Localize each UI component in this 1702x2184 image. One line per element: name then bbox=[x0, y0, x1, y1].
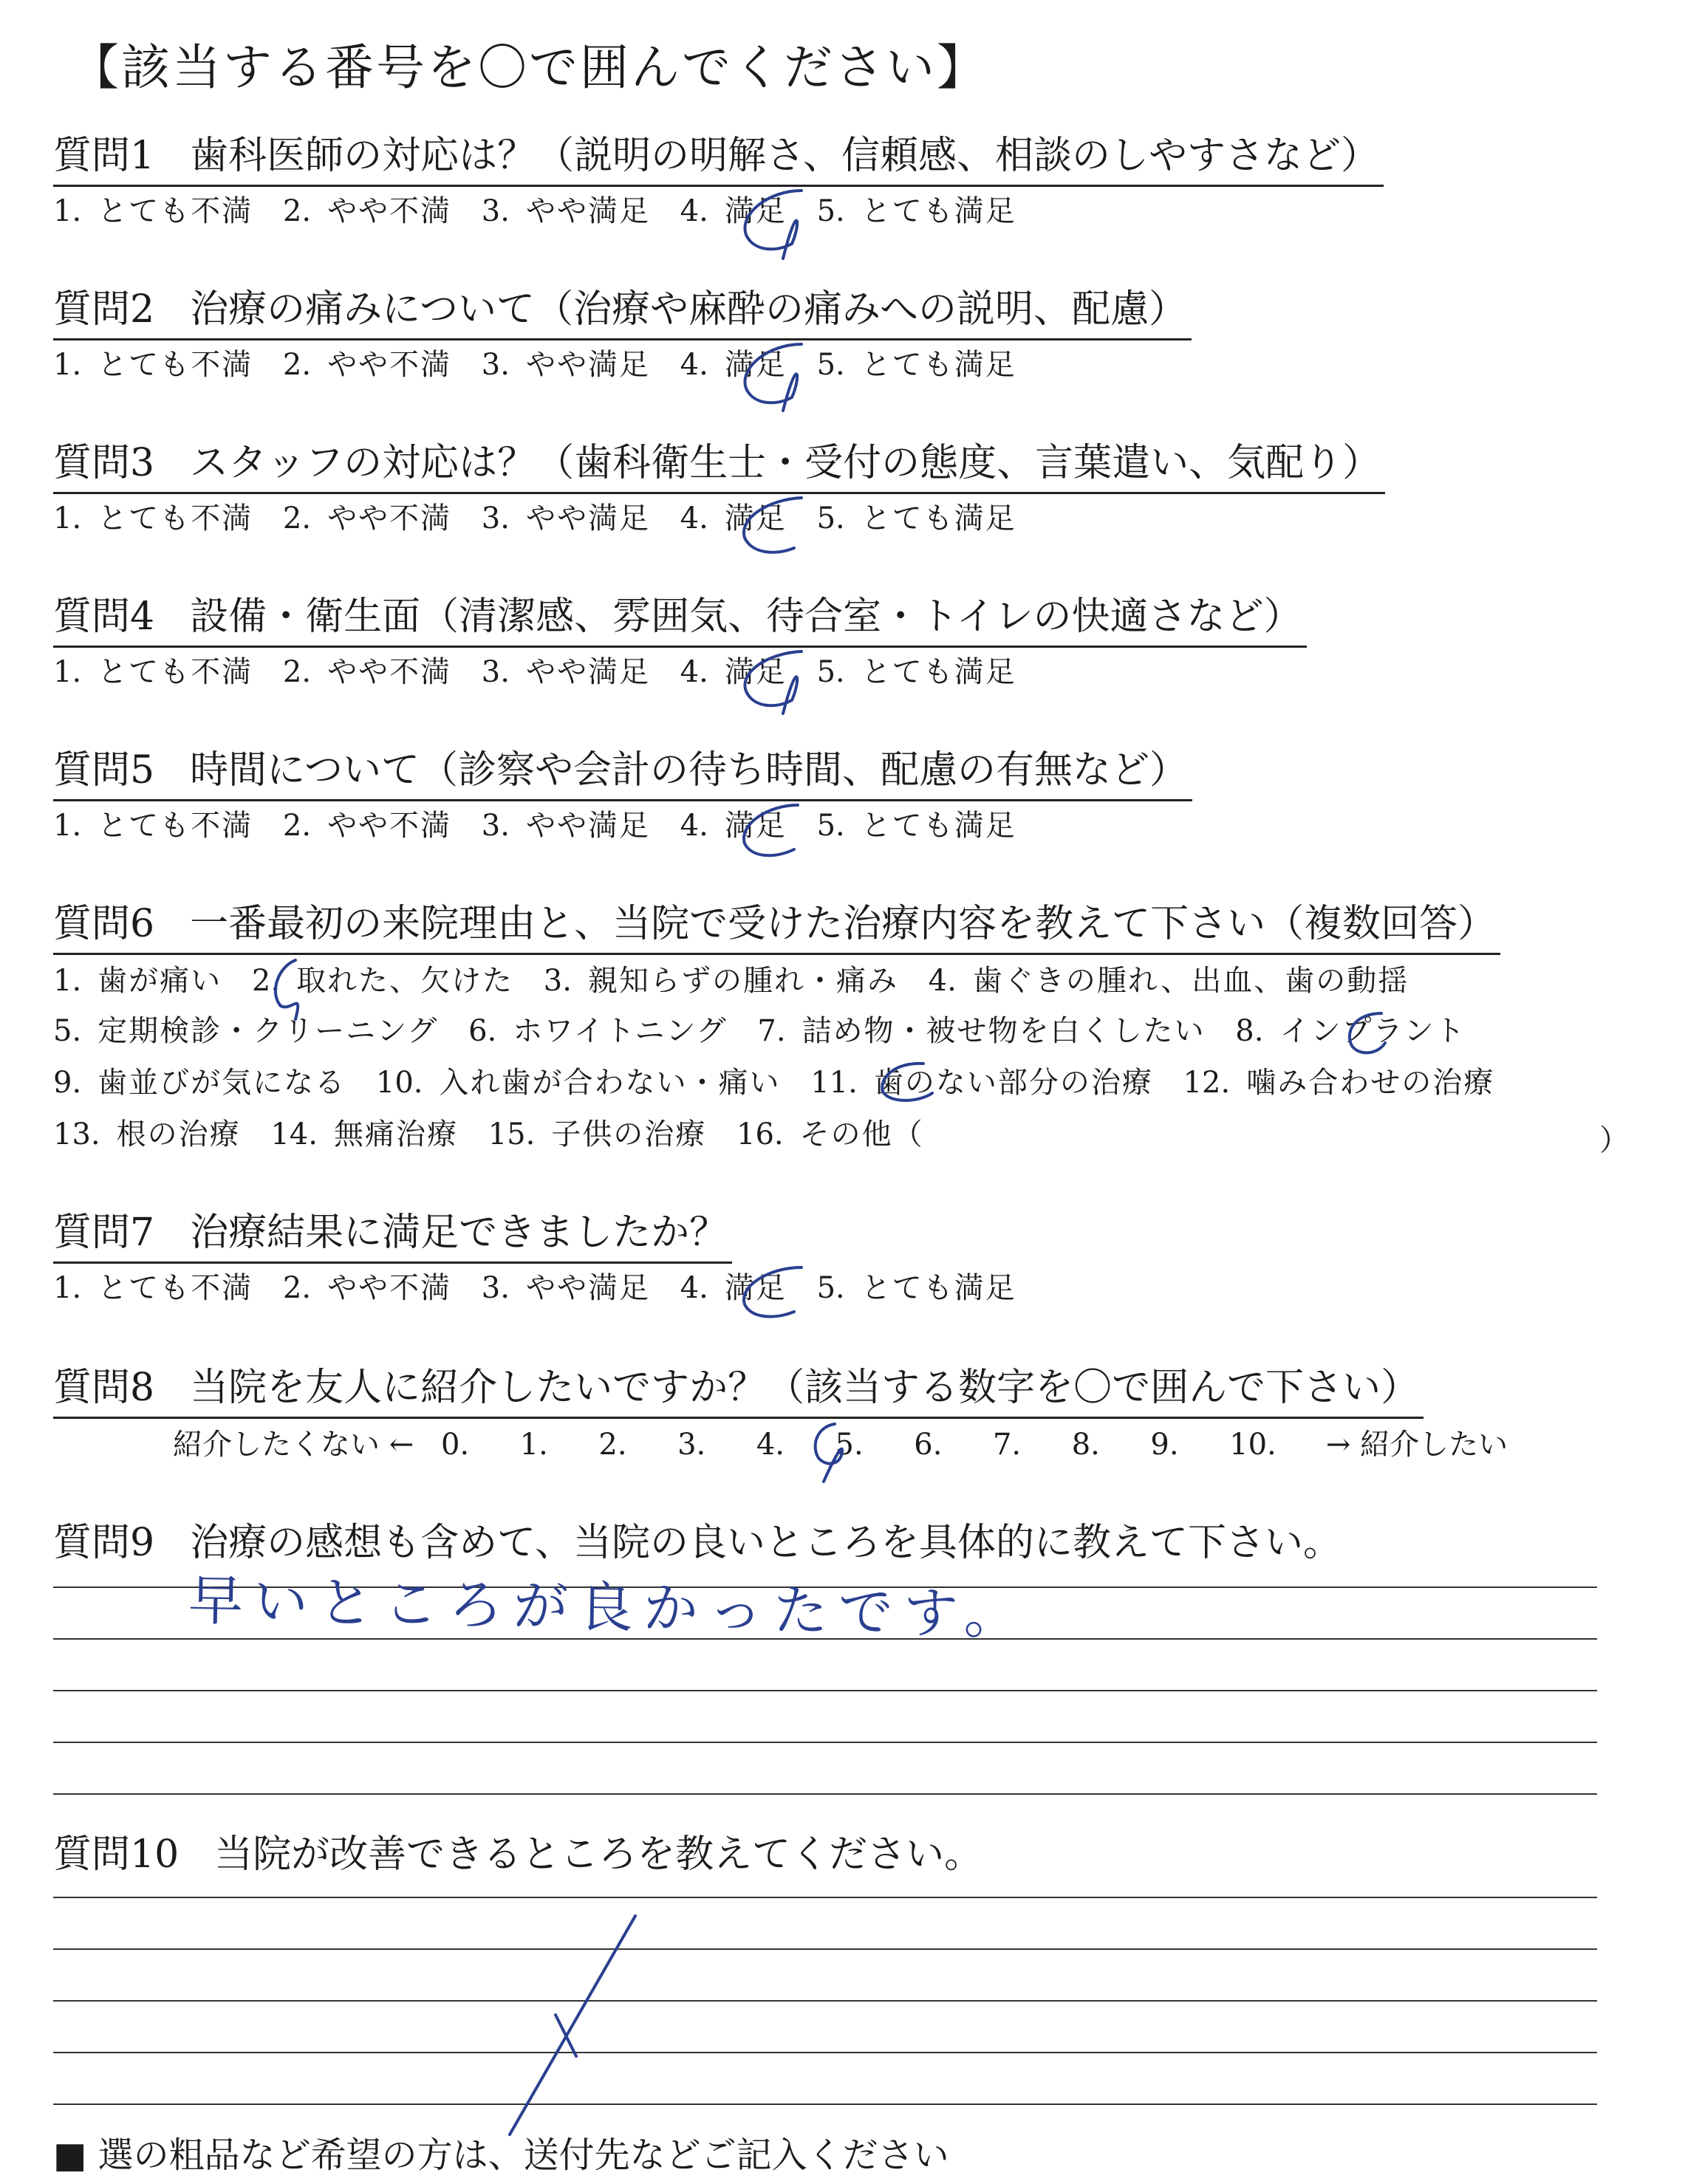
option[interactable]: 5. とても満足 bbox=[816, 1271, 1016, 1305]
question-5-heading bbox=[53, 749, 1192, 801]
strike-mark bbox=[556, 2015, 576, 2056]
option[interactable]: 1. とても不満 bbox=[53, 809, 253, 843]
option[interactable]: 5. とても満足 bbox=[816, 655, 1016, 689]
option-selected[interactable]: 4. 満足 bbox=[680, 1271, 787, 1305]
question-text: 歯科医師の対応は？（説明の明解さ、信頼感、相談のしやすさなど） bbox=[190, 134, 1380, 178]
option[interactable]: 2. やや不満 bbox=[282, 809, 452, 843]
question-number: 質問7 bbox=[53, 1211, 155, 1255]
question-6-row-1 bbox=[53, 963, 1429, 999]
option-selected[interactable]: 8. インプラント bbox=[1235, 1014, 1466, 1048]
question-number: 質問2 bbox=[53, 287, 155, 332]
question-number: 質問5 bbox=[53, 748, 155, 793]
answer-line[interactable] bbox=[53, 1742, 1597, 1743]
option-other[interactable]: 16. その他（ bbox=[736, 1117, 924, 1151]
answer-line[interactable] bbox=[53, 1897, 1597, 1898]
option[interactable]: 2. やや不満 bbox=[282, 502, 452, 535]
answer-line[interactable] bbox=[53, 2103, 1597, 2105]
scale-tick[interactable]: 2. bbox=[598, 1428, 627, 1462]
question-text: 一番最初の来院理由と、当院で受けた治療内容を教えて下さい（複数回答） bbox=[190, 902, 1497, 946]
scale-tick-selected[interactable]: 5. bbox=[835, 1428, 864, 1462]
question-6-heading bbox=[53, 903, 1500, 955]
option[interactable]: 10. 入れ歯が合わない・痛い bbox=[375, 1066, 781, 1100]
answer-line[interactable] bbox=[53, 1793, 1597, 1795]
question-number: 質問9 bbox=[53, 1521, 155, 1565]
answer-line[interactable] bbox=[53, 1948, 1597, 1950]
option-selected[interactable]: 4. 満足 bbox=[680, 809, 787, 843]
option[interactable]: 14. 無痛治療 bbox=[270, 1117, 458, 1151]
question-7-heading bbox=[53, 1211, 732, 1264]
option[interactable]: 1. とても不満 bbox=[53, 502, 253, 535]
option[interactable]: 15. 子供の治療 bbox=[488, 1117, 707, 1151]
question-2-heading bbox=[53, 288, 1192, 340]
scale-right-label: → 紹介したい bbox=[1325, 1428, 1508, 1462]
option[interactable]: 3. やや満足 bbox=[481, 348, 650, 382]
question-6-row-3 bbox=[53, 1065, 1515, 1100]
question-text: 時間について（診察や会計の待ち時間、配慮の有無など） bbox=[190, 748, 1189, 793]
option[interactable]: 1. とても不満 bbox=[53, 348, 253, 382]
question-text: 治療の痛みについて（治療や麻酔の痛みへの説明、配慮） bbox=[190, 287, 1188, 332]
answer-line[interactable] bbox=[53, 2000, 1597, 2002]
option[interactable]: 5. とても満足 bbox=[816, 502, 1016, 535]
option[interactable]: 3. 親知らずの腫れ・痛み bbox=[543, 964, 898, 998]
question-10-heading bbox=[53, 1833, 987, 1883]
question-text: 治療の感想も含めて、当院の良いところを具体的に教えて下さい。 bbox=[190, 1521, 1342, 1565]
option[interactable]: 5. 定期検診・クリーニング bbox=[53, 1014, 439, 1048]
option[interactable]: 3. やや満足 bbox=[481, 809, 650, 843]
scale-tick[interactable]: 3. bbox=[677, 1428, 706, 1462]
option[interactable]: 3. やや満足 bbox=[481, 655, 650, 689]
scale-tick[interactable]: 7. bbox=[992, 1428, 1022, 1462]
option[interactable]: 2. やや不満 bbox=[282, 194, 452, 228]
option[interactable]: 9. 歯並びが気になる bbox=[53, 1066, 346, 1100]
scale-tick[interactable]: 4. bbox=[756, 1428, 785, 1462]
question-text: 当院が改善できるところを教えてください。 bbox=[214, 1832, 983, 1877]
question-7-options bbox=[53, 1270, 1037, 1306]
option-selected[interactable]: 4. 満足 bbox=[680, 348, 787, 382]
scale-tick[interactable]: 10. bbox=[1229, 1428, 1276, 1462]
option[interactable]: 7. 詰め物・被せ物を白くしたい bbox=[757, 1014, 1206, 1048]
question-4-heading bbox=[53, 595, 1307, 648]
question-number: 質問6 bbox=[53, 902, 155, 946]
question-text: 治療結果に満足できましたか？ bbox=[190, 1211, 728, 1255]
question-number: 質問1 bbox=[53, 134, 155, 178]
question-number: 質問10 bbox=[53, 1832, 180, 1877]
handwritten-answer: 早いところが良かったです。 bbox=[188, 1569, 1030, 1647]
option[interactable]: 3. やや満足 bbox=[481, 502, 650, 535]
question-number: 質問3 bbox=[53, 441, 155, 485]
question-number: 質問8 bbox=[53, 1366, 155, 1410]
question-1-heading bbox=[53, 134, 1384, 187]
option-selected[interactable]: 4. 満足 bbox=[680, 655, 787, 689]
option[interactable]: 1. とても不満 bbox=[53, 194, 253, 228]
question-number: 質問4 bbox=[53, 595, 155, 639]
option[interactable]: 6. ホワイトニング bbox=[468, 1014, 728, 1048]
question-text: 当院を友人に紹介したいですか？（該当する数字を〇で囲んで下さい） bbox=[190, 1366, 1420, 1410]
option-selected[interactable]: 11. 歯のない部分の治療 bbox=[810, 1066, 1153, 1100]
scale-tick[interactable]: 6. bbox=[914, 1428, 943, 1462]
option[interactable]: 3. やや満足 bbox=[481, 1271, 650, 1305]
question-3-options bbox=[53, 501, 1037, 536]
option[interactable]: 5. とても満足 bbox=[816, 194, 1016, 228]
scale-tick[interactable]: 8. bbox=[1071, 1428, 1100, 1462]
recommend-scale bbox=[155, 1427, 1525, 1462]
option[interactable]: 1. 歯が痛い bbox=[53, 964, 222, 998]
scale-tick[interactable]: 0. bbox=[440, 1428, 470, 1462]
option[interactable]: 5. とても満足 bbox=[816, 348, 1016, 382]
scale-left-label: 紹介したくない ← bbox=[173, 1428, 414, 1462]
question-3-heading bbox=[53, 442, 1385, 494]
option[interactable]: 1. とても不満 bbox=[53, 1271, 253, 1305]
option[interactable]: 2. やや不満 bbox=[282, 655, 452, 689]
question-1-options bbox=[53, 194, 1037, 229]
answer-line[interactable] bbox=[53, 1690, 1597, 1691]
question-5-options bbox=[53, 808, 1037, 843]
scale-tick[interactable]: 9. bbox=[1150, 1428, 1179, 1462]
question-text: 設備・衛生面（清潔感、雰囲気、待合室・トイレの快適さなど） bbox=[190, 595, 1302, 639]
other-close-paren: ） bbox=[1599, 1123, 1629, 1157]
option-selected[interactable]: 4. 満足 bbox=[680, 194, 787, 228]
question-6-row-2 bbox=[53, 1013, 1486, 1049]
option[interactable]: 2. やや不満 bbox=[282, 1271, 452, 1305]
question-2-options bbox=[53, 347, 1037, 383]
question-6-row-4 bbox=[53, 1117, 945, 1152]
option-selected[interactable]: 2. 取れた、欠けた bbox=[251, 964, 514, 998]
option[interactable]: 2. やや不満 bbox=[282, 348, 452, 382]
answer-line[interactable] bbox=[53, 2052, 1597, 2053]
option[interactable]: 5. とても満足 bbox=[816, 809, 1016, 843]
question-8-heading bbox=[53, 1366, 1424, 1419]
scale-tick[interactable]: 1. bbox=[519, 1428, 548, 1462]
page-title: 【該当する番号を〇で囲んでください】 bbox=[70, 39, 988, 96]
question-4-options bbox=[53, 654, 1037, 690]
question-text: スタッフの対応は？（歯科衛生士・受付の態度、言葉遣い、気配り） bbox=[190, 441, 1381, 485]
option[interactable]: 1. とても不満 bbox=[53, 655, 253, 689]
option[interactable]: 3. やや満足 bbox=[481, 194, 650, 228]
option[interactable]: 4. 歯ぐきの腫れ、出血、歯の動揺 bbox=[928, 964, 1409, 998]
option[interactable]: 13. 根の治療 bbox=[53, 1117, 241, 1151]
bottom-note: ■ 選の粗品など希望の方は、送付先などご記入ください bbox=[53, 2135, 949, 2176]
option[interactable]: 12. 噛み合わせの治療 bbox=[1183, 1066, 1495, 1100]
option-selected[interactable]: 4. 満足 bbox=[680, 502, 787, 535]
